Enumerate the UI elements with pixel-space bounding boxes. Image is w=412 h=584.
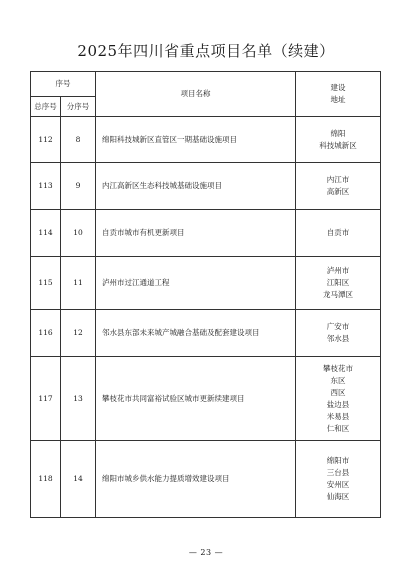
location-cell (296, 210, 381, 257)
location-line: 盐边县 (326, 399, 350, 409)
location-line: 科技城新区 (319, 140, 357, 150)
location-header-text (296, 82, 380, 106)
project-name-header: 项目名称 (96, 72, 296, 117)
total-seq-cell: 116 (31, 310, 61, 357)
location-line: 安州区 (326, 480, 350, 489)
project-name-cell: 泸州市过江通道工程 (96, 257, 296, 310)
location-line: 攀枝花市 (323, 363, 353, 373)
location-cell (296, 117, 381, 163)
table-row (31, 357, 381, 441)
location-line: 高新区 (326, 187, 350, 196)
page-title: 2025年四川省重点项目名单（续建） (77, 42, 335, 60)
sub-seq-cell: 10 (61, 210, 96, 257)
sub-seq-cell: 12 (61, 310, 96, 357)
sub-seq-cell: 9 (61, 163, 96, 210)
location-line: 邻水县 (326, 334, 350, 343)
project-name-cell: 内江高新区生态科技城基础设施项目 (96, 163, 296, 210)
location-cell (296, 257, 381, 310)
table-row (31, 210, 381, 257)
location-cell (296, 441, 381, 518)
location-cell (296, 357, 381, 441)
project-name-cell: 邻水县东部未来城产城融合基础及配套建设项目 (96, 310, 296, 357)
location-line: 三台县 (326, 468, 350, 477)
location-line: 自贡市 (326, 228, 350, 237)
location-line: 仙海区 (326, 492, 350, 501)
location-header (296, 72, 381, 117)
project-name-cell: 绵阳市城乡供水能力提质增效建设项目 (96, 441, 296, 518)
location-line: 江阳区 (326, 278, 350, 287)
location-line: 广安市 (326, 322, 350, 331)
total-seq-header: 总序号 (31, 97, 61, 117)
total-seq-cell: 114 (31, 210, 61, 257)
location-line: 泸州市 (326, 266, 350, 275)
table-row (31, 310, 381, 357)
table-row (31, 163, 381, 210)
location-line: 东区 (330, 375, 346, 385)
location-cell (296, 163, 381, 210)
location-line: 绵阳 (330, 128, 346, 138)
location-line: 内江市 (326, 175, 350, 184)
sub-seq-cell: 14 (61, 441, 96, 518)
total-seq-cell: 118 (31, 441, 61, 518)
sub-seq-cell: 8 (61, 117, 96, 163)
project-name-cell: 绵阳科技城新区直管区一期基础设施项目 (96, 117, 296, 163)
project-name-cell: 自贡市城市有机更新项目 (96, 210, 296, 257)
project-name-cell: 攀枝花市共同富裕试验区城市更新续建项目 (96, 357, 296, 441)
table-row (31, 441, 381, 518)
location-line: 仁和区 (326, 423, 350, 433)
page-number: — 23 — (188, 548, 224, 557)
header-row-top (31, 72, 381, 97)
seq-group-header: 序号 (31, 72, 96, 97)
total-seq-cell: 113 (31, 163, 61, 210)
table-row (31, 117, 381, 163)
location-cell (296, 310, 381, 357)
location-line: 米易县 (326, 411, 350, 421)
location-header-line: 建设 (330, 83, 346, 92)
project-table (30, 71, 381, 518)
location-line: 绵阳市 (326, 456, 350, 465)
location-line: 西区 (330, 387, 346, 397)
table-row (31, 257, 381, 310)
sub-seq-cell: 11 (61, 257, 96, 310)
sub-seq-header: 分序号 (61, 97, 96, 117)
total-seq-cell: 117 (31, 357, 61, 441)
location-header-line: 地址 (330, 95, 346, 104)
sub-seq-cell: 13 (61, 357, 96, 441)
total-seq-cell: 112 (31, 117, 61, 163)
location-line: 龙马潭区 (323, 290, 353, 299)
total-seq-cell: 115 (31, 257, 61, 310)
